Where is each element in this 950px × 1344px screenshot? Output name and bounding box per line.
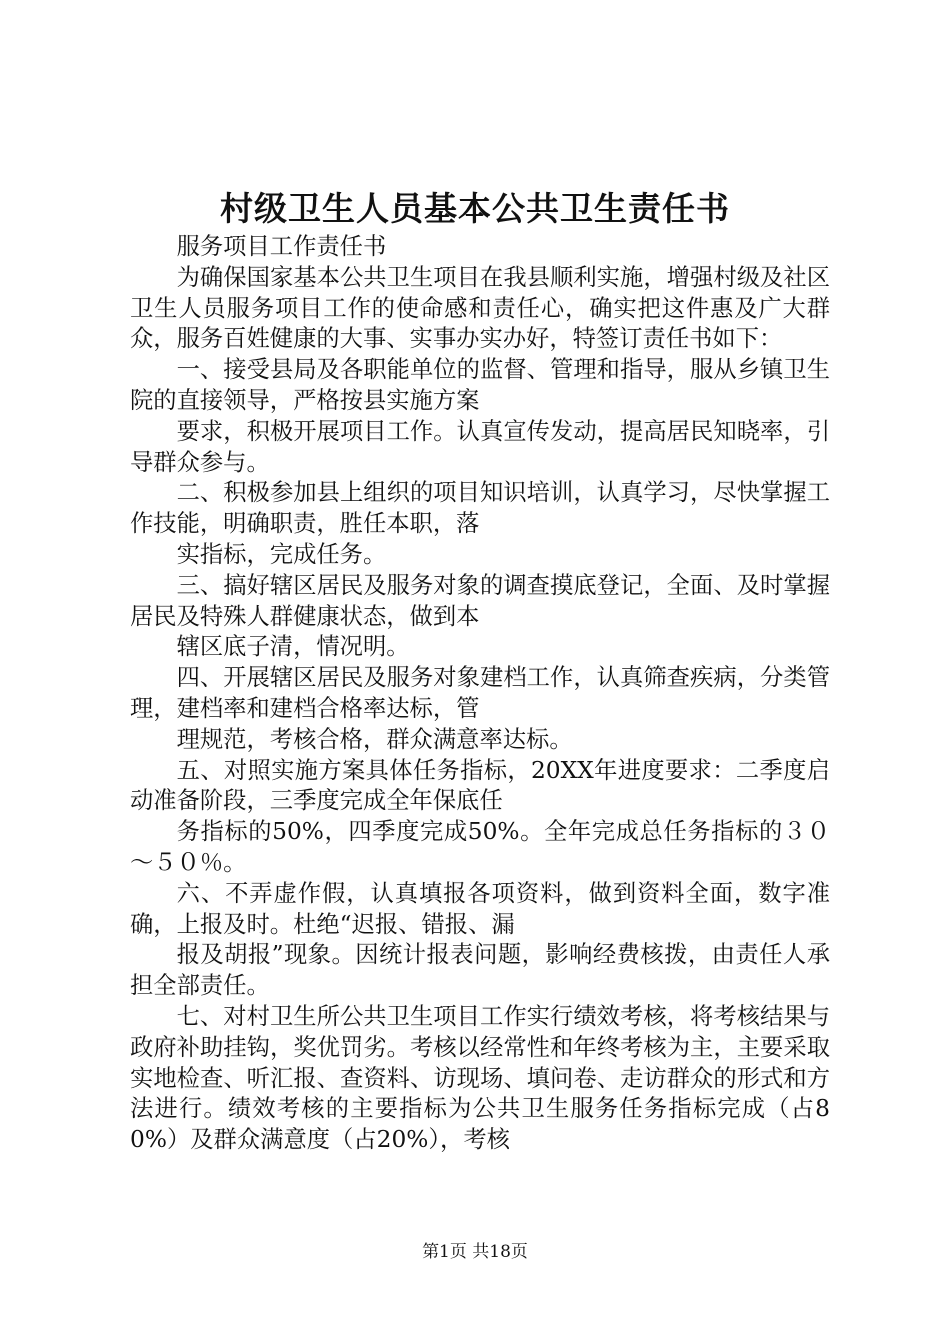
paragraph: 六、不弄虚作假，认真填报各项资料，做到资料全面，数字准确，上报及时。杜绝“迟报、错报、漏: [130, 879, 830, 938]
paragraph: 辖区底子清，情况明。: [176, 633, 410, 661]
paragraph: 为确保国家基本公共卫生项目在我县顺利实施，增强村级及社区卫生人员服务项目工作的使命感和责任心，确实把这件惠及广大群众，服务百姓健康的大事、实事办实办好，特签订责任书如下：: [130, 263, 830, 353]
paragraph: 一、接受县局及各职能单位的监督、管理和指导，服从乡镇卫生院的直接领导，严格按县实施方案: [130, 356, 830, 414]
paragraph: 七、对村卫生所公共卫生项目工作实行绩效考核，将考核结果与政府补助挂钩，奖优罚劣。考核以经常性和年终考核为主，主要采取实地检查、听汇报、查资料、访现场、填问卷、走访群众的形式和方法进行。绩效考核的主要指标为公共卫生服务任务指标完成（占80%）及群众满意度（占20%），考核: [130, 1002, 830, 1154]
document-title: 村级卫生人员基本公共卫生责任书: [220, 189, 730, 228]
paragraph: 实指标，完成任务。: [176, 540, 387, 568]
page-footer: 第1页 共18页: [422, 1242, 528, 1262]
paragraph: 二、积极参加县上组织的项目知识培训，认真学习，尽快掌握工作技能，明确职责，胜任本职，落: [130, 479, 830, 538]
paragraph: 要求，积极开展项目工作。认真宣传发动，提高居民知晓率，引导群众参与。: [130, 417, 830, 476]
document-body: [130, 232, 830, 1156]
paragraph: 五、对照实施方案具体任务指标，20XX年进度要求：二季度启动准备阶段，三季度完成全年保底任: [130, 756, 830, 815]
paragraph: 四、开展辖区居民及服务对象建档工作，认真筛查疾病，分类管理，建档率和建档合格率达标，管: [130, 664, 830, 722]
paragraph: 三、搞好辖区居民及服务对象的调查摸底登记，全面、及时掌握居民及特殊人群健康状态，做到本: [130, 571, 830, 630]
paragraph: 服务项目工作责任书: [176, 233, 387, 260]
paragraph: 报及胡报”现象。因统计报表问题，影响经费核拨，由责任人承担全部责任。: [130, 941, 830, 1000]
paragraph: 务指标的50%，四季度完成50%。全年完成总任务指标的３０～５０％。: [130, 818, 830, 876]
paragraph: 理规范，考核合格，群众满意率达标。: [176, 725, 573, 753]
